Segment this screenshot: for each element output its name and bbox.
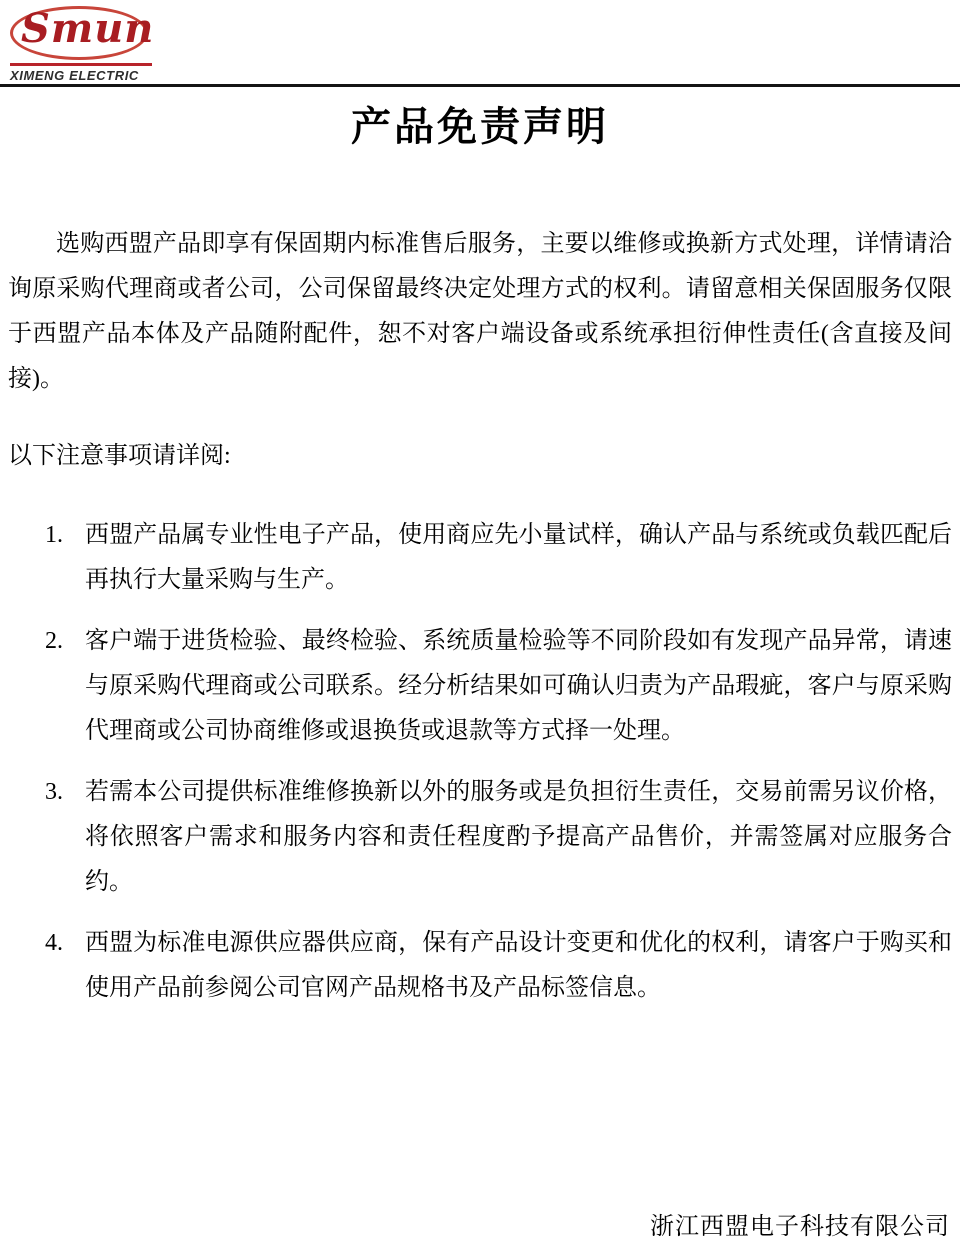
item-number: 4. [45,930,63,956]
list-item [8,770,952,905]
list-item [8,619,952,754]
logo-underline [10,63,152,66]
company-logo [10,6,170,83]
disclaimer-list [8,513,952,1011]
document-body [8,98,952,1027]
list-item [8,513,952,603]
item-text: 西盟为标准电源供应器供应商，保有产品设计变更和优化的权利，请客户于购买和使用产品前参阅公司官网产品规格书及产品标签信息。 [85,930,952,1001]
item-number: 3. [45,779,63,805]
footer-company-name: 浙江西盟电子科技有限公司 [650,1214,950,1240]
list-item [8,921,952,1011]
item-number: 2. [45,628,63,654]
header-divider [0,84,960,87]
page-title: 产品免责声明 [351,104,609,149]
item-text: 西盟产品属专业性电子产品，使用商应先小量试样，确认产品与系统或负载匹配后再执行大量采购与生产。 [85,522,952,593]
notice-heading: 以下注意事项请详阅: [8,443,231,469]
item-number: 1. [45,522,63,548]
item-text: 若需本公司提供标准维修换新以外的服务或是负担衍生责任，交易前需另议价格，将依照客户需求和服务内容和责任程度酌予提高产品售价，并需签属对应服务合约。 [85,779,952,895]
item-text: 客户端于进货检验、最终检验、系统质量检验等不同阶段如有发现产品异常，请速与原采购代理商或公司联系。经分析结果如可确认归责为产品瑕疵，客户与原采购代理商或公司协商维修或退换货或退款等方式择一处理。 [85,628,952,744]
logo-subtitle: XIMENG ELECTRIC [10,68,139,83]
intro-paragraph: 选购西盟产品即享有保固期内标准售后服务，主要以维修或换新方式处理，详情请洽询原采购代理商或者公司，公司保留最终决定处理方式的权利。请留意相关保固服务仅限于西盟产品本体及产品随附配件，恕不对客户端设备或系统承担衍伸性责任(含直接及间接)。 [8,231,952,392]
logo-brand-text: Smun [21,5,155,52]
logo-ellipse-icon [10,5,155,60]
